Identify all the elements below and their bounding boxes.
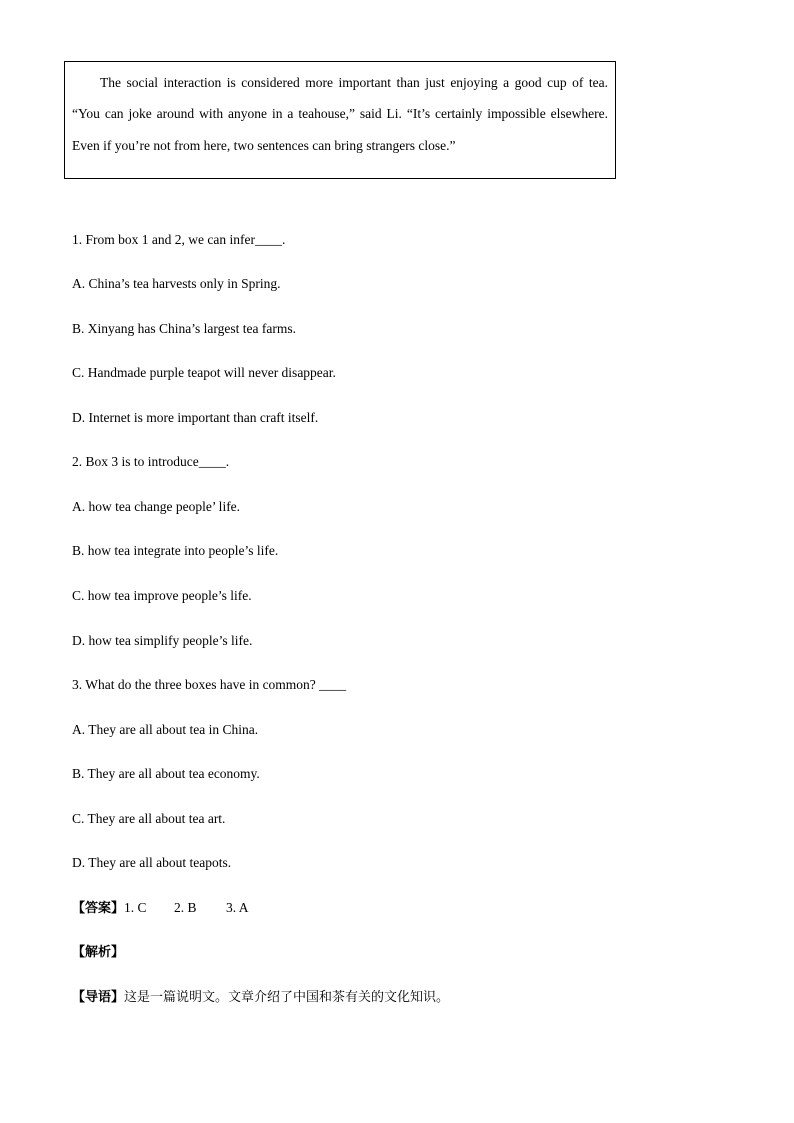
- intro-line: [72, 989, 449, 1006]
- passage-line: “You can joke around with anyone in a teahouse,” said Li. “It’s certainly impossible elsewhere.: [72, 106, 608, 121]
- intro-tag: 【导语】: [72, 990, 125, 1005]
- analysis-tag: 【解析】: [72, 945, 125, 960]
- answer-line: [72, 900, 249, 917]
- question-2-stem: 2. Box 3 is to introduce____.: [72, 454, 230, 469]
- question-3-option-c: C. They are all about tea art.: [72, 811, 226, 826]
- passage-line: Even if you’re not from here, two sentences can bring strangers close.”: [72, 138, 456, 153]
- question-1-stem: 1. From box 1 and 2, we can infer____.: [72, 232, 286, 247]
- passage-line: The social interaction is considered more important than just enjoying a good cup of tea.: [100, 75, 608, 90]
- question-2-option-a: A. how tea change people’ life.: [72, 499, 241, 514]
- intro-text: 这是一篇说明文。文章介绍了中国和茶有关的文化知识。: [124, 990, 450, 1005]
- answer-item: 3. A: [226, 900, 249, 915]
- answer-item: 1. C: [124, 900, 147, 915]
- answer-item: 2. B: [174, 900, 197, 915]
- question-1-option-d: D. Internet is more important than craft itself.: [72, 410, 319, 425]
- passage-box: [64, 61, 616, 179]
- question-1-option-c: C. Handmade purple teapot will never disappear.: [72, 365, 336, 380]
- question-1-option-a: A. China’s tea harvests only in Spring.: [72, 276, 281, 291]
- question-1-option-b: B. Xinyang has China’s largest tea farms.: [72, 321, 296, 336]
- question-2-option-b: B. how tea integrate into people’s life.: [72, 543, 279, 558]
- question-3-stem: 3. What do the three boxes have in common? ____: [72, 677, 347, 692]
- question-2-option-d: D. how tea simplify people’s life.: [72, 633, 253, 648]
- analysis-line: [72, 944, 124, 961]
- answer-tag: 【答案】: [72, 901, 125, 916]
- question-3-option-b: B. They are all about tea economy.: [72, 766, 260, 781]
- question-3-option-a: A. They are all about tea in China.: [72, 722, 259, 737]
- question-2-option-c: C. how tea improve people’s life.: [72, 588, 252, 603]
- question-3-option-d: D. They are all about teapots.: [72, 855, 232, 870]
